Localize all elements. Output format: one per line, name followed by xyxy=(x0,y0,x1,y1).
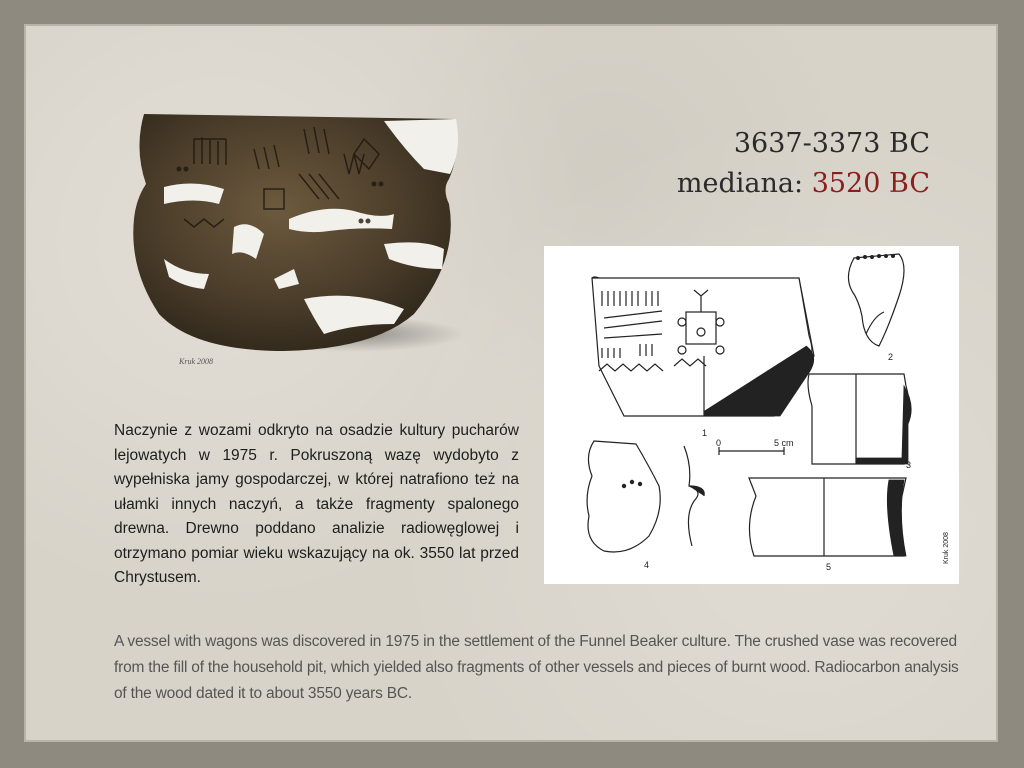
vessel-photo xyxy=(124,109,469,363)
scale-five: 5 cm xyxy=(774,438,794,448)
date-range: 3637-3373 BC xyxy=(733,128,930,159)
median-line xyxy=(677,164,930,204)
fig-label-5: 5 xyxy=(826,562,832,572)
english-description: A vessel with wagons was discovered in 1975 in the settlement of the Funnel Beaker culture. The crushed vase was recovered from the fill of the household pit, which yielded also fragments of other vessels and pieces of burnt wood. Radiocarbon analysis of the wood dated it to about 3550 years BC. xyxy=(114,633,959,702)
fig-label-2: 2 xyxy=(888,352,894,362)
polish-description: Naczynie z wozami odkryto na osadzie kultury pucharów lejowatych w 1975 r. Pokruszoną wazę wydobyto z wypełniska jamy gospodarczej, w której natrafiono też na ułamki innych naczyń, a także fragmenty spalonego drewna. Drewno poddano analizie radiowęglowej i otrzymano pomiar wieku wskazujący na ok. 3550 lat przed Chrystusem. xyxy=(114,422,519,586)
scale-zero: 0 xyxy=(716,438,722,448)
drawing-credit: Kruk 2008 xyxy=(943,532,950,564)
fig-label-3: 3 xyxy=(906,460,912,470)
vessel-drawing xyxy=(544,246,959,584)
date-block xyxy=(677,124,930,204)
median-label: mediana: xyxy=(676,168,804,199)
fig-label-1: 1 xyxy=(702,428,708,438)
photo-credit: Kruk 2008 xyxy=(179,357,213,366)
median-value: 3520 BC xyxy=(811,168,930,199)
slide xyxy=(24,24,998,742)
fig-label-4: 4 xyxy=(644,560,650,570)
